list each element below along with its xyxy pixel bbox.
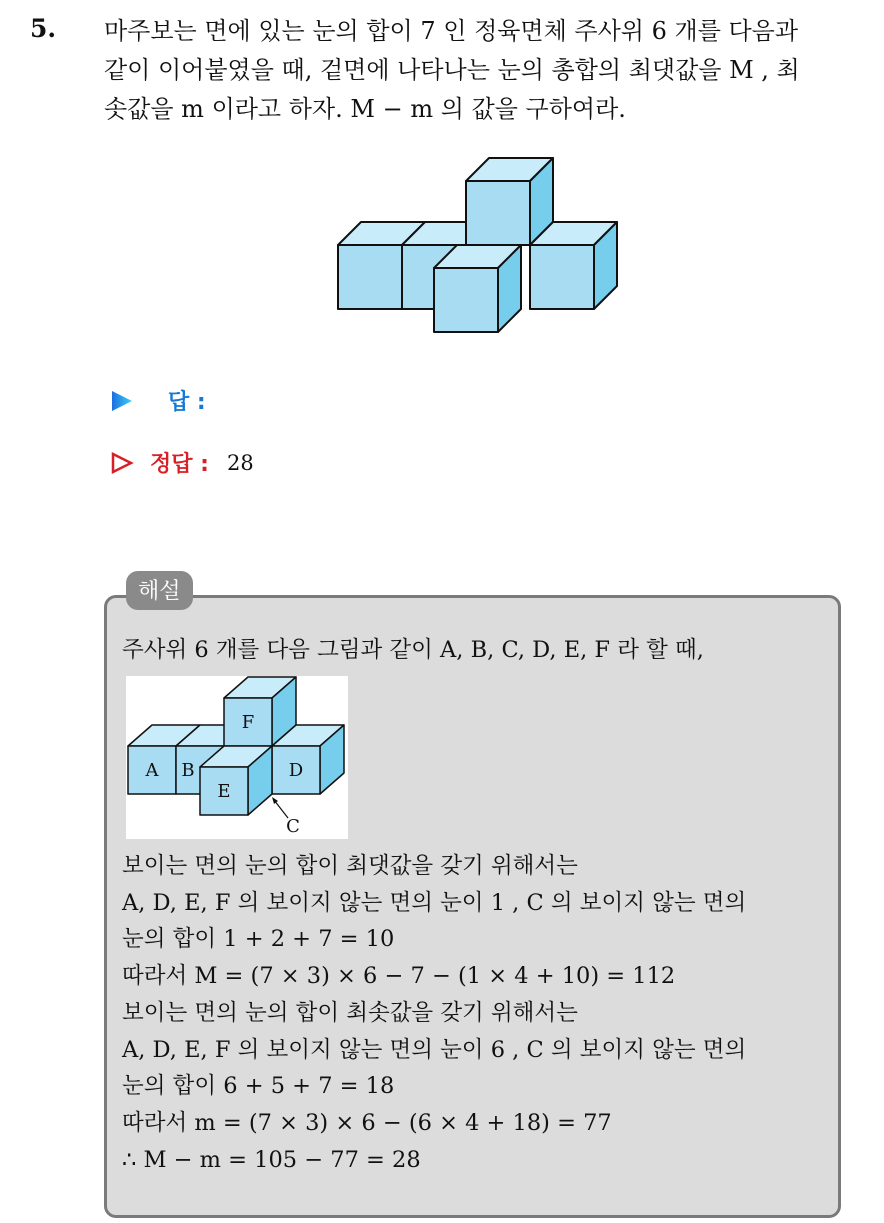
solution-line: 따라서 M = (7 × 3) × 6 − 7 − (1 × 4 + 10) = 112 [122,963,676,990]
question-number: 5. [30,14,57,43]
solution-line: 보이는 면의 눈의 합이 최댓값을 갖기 위해서는 [122,853,578,879]
question-line: 솟값을 m 이라고 하자. M − m 의 값을 구하여라. [104,95,626,123]
solution-line: A, D, E, F 의 보이지 않는 면의 눈이 1 , C 의 보이지 않는 면의 [122,889,747,916]
label-d: D [288,760,304,781]
correct-answer-row [110,447,254,478]
solution-body [122,848,837,1178]
solution-line: 보이는 면의 눈의 합이 최솟값을 갖기 위해서는 [122,999,578,1026]
cube-f-front [466,181,530,245]
label-c: C [286,816,300,837]
label-e: E [217,781,231,802]
cube-a-front [338,245,402,309]
outline-triangle-icon [110,451,134,475]
answer-label: 답 : [168,390,206,415]
question-text [104,12,868,129]
solution-tab: 해설 [126,571,193,610]
label-b: B [181,760,195,781]
play-triangle-icon [110,389,134,413]
labeled-cube-figure [126,676,348,839]
solution-line: A, D, E, F 의 보이지 않는 면의 눈이 6 , C 의 보이지 않는 면의 [122,1036,747,1063]
solution-line: ∴ M − m = 105 − 77 = 28 [122,1146,421,1173]
solution-line: 눈의 합이 6 + 5 + 7 = 18 [122,1073,395,1100]
cube-figure [330,150,630,340]
answer-row [110,385,206,416]
question-line: 마주보는 면에 있는 눈의 합이 7 인 정육면체 주사위 6 개를 다음과 [104,17,799,45]
solution-intro [122,632,837,668]
label-a: A [145,760,159,781]
cube-d-front [530,245,594,309]
cube-e-front [434,268,498,332]
solution-line: 주사위 6 개를 다음 그림과 같이 A, B, C, D, E, F 라 할 때, [122,637,704,663]
label-f: F [241,712,255,733]
solution-line: 따라서 m = (7 × 3) × 6 − (6 × 4 + 18) = 77 [122,1109,612,1136]
correct-answer-label: 정답 : [150,452,209,477]
correct-answer-value: 28 [226,450,254,475]
question-line: 같이 이어붙였을 때, 겉면에 나타나는 눈의 총합의 최댓값을 M , 최 [104,56,800,84]
solution-line: 눈의 합이 1 + 2 + 7 = 10 [122,926,395,953]
